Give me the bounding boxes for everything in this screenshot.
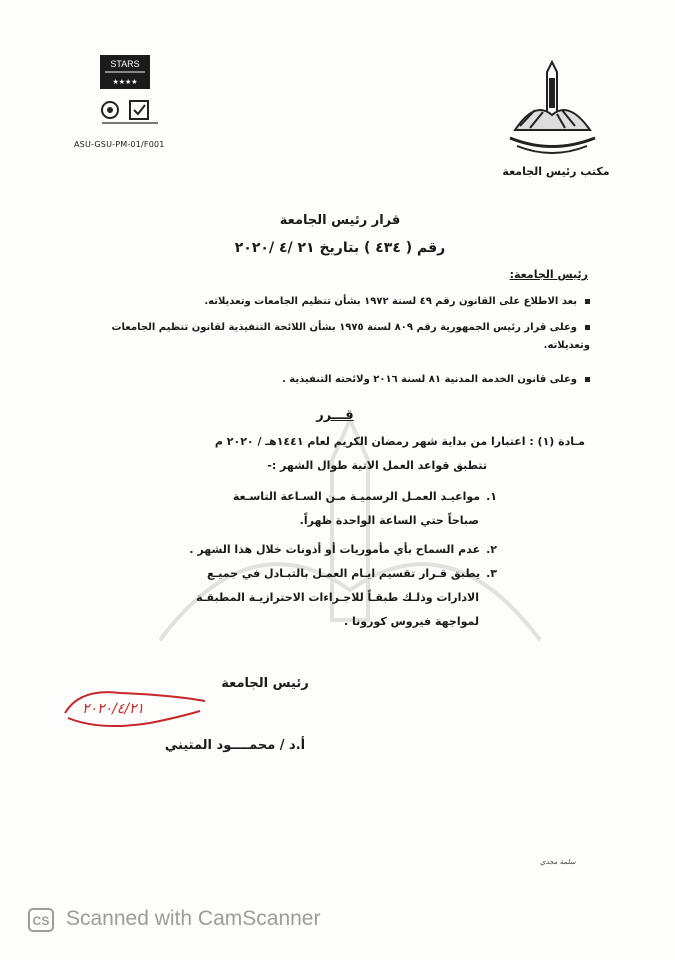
rule-text: لمواجهة فيروس كورونا . xyxy=(344,615,479,628)
signature-title: رئيس الجامعة xyxy=(221,676,309,691)
rule-number: ١. xyxy=(486,490,497,503)
stars-logo xyxy=(100,55,150,89)
signature-date: ٢٠٢٠/٤/٢١ xyxy=(82,701,145,717)
bullet-icon xyxy=(585,325,590,330)
rule-text: صباحاً حتي الساعة الواحدة ظهراً. xyxy=(299,514,479,527)
office-name: مكتب رئيس الجامعة xyxy=(502,165,610,178)
decision-title: قرار رئيس الجامعة xyxy=(279,213,401,228)
decided-heading: قـــرر xyxy=(316,408,354,423)
university-seal-icon xyxy=(505,60,600,160)
rule-item xyxy=(57,485,497,533)
bullet-icon xyxy=(585,377,590,382)
rule-item xyxy=(57,538,497,562)
scanner-watermark: Scanned with CamScanner xyxy=(66,907,321,930)
svg-text:CS: CS xyxy=(32,914,50,928)
rule-text: يطبق قـرار تقسيم ايـام العمـل بالتبـادل في جميـع xyxy=(207,567,481,580)
stars-label: STARS xyxy=(110,59,140,69)
rule-number: ٣. xyxy=(486,567,497,580)
rule-number: ٢. xyxy=(486,543,497,556)
document-code: ASU-GSU-PM-01/F001 xyxy=(74,140,165,149)
certification-logos xyxy=(100,98,160,128)
article-1-line: مـادة (١) : اعتبارا من بداية شهر رمضان الكريم لعام ١٤٤١هـ / ٢٠٢٠ م xyxy=(214,435,585,448)
handwritten-signature xyxy=(60,683,210,733)
article-1-intro: تتطبق قواعد العمل الاتية طوال الشهر :- xyxy=(267,459,487,472)
camscanner-icon xyxy=(28,908,54,932)
rule-item xyxy=(57,562,497,634)
clerk-initials: سلمة مجدي xyxy=(540,858,576,866)
svg-text:★★★★: ★★★★ xyxy=(112,78,138,86)
preamble-item: بعد الاطلاع على القانون رقم ٤٩ لسنة ١٩٧٢ بشأن تنظيم الجامعات وتعديلاته. xyxy=(70,293,590,311)
rule-text: الادارات وذلـك طبقـاً للاجـراءات الاحترازيـة المطبقـة xyxy=(196,591,479,604)
preamble-item: وعلى قانون الخدمة المدنية ٨١ لسنة ٢٠١٦ ولائحته التنفيذية . xyxy=(70,371,590,389)
bullet-icon xyxy=(585,299,590,304)
decision-number: رقم ( ٤٣٤ ) بتاريخ ٢١ /٤ /٢٠٢٠ xyxy=(234,240,446,256)
signatory-name: أ.د / محمــــود المتيني xyxy=(164,738,306,753)
rule-text: عدم السماح بأي مأموريات أو أذونات خلال هذا الشهر . xyxy=(189,543,481,556)
preamble-heading: رئيس الجامعة: xyxy=(509,268,588,281)
rule-text: مواعيـد العمـل الرسميـة مـن السـاعة التاسـعة xyxy=(232,490,481,503)
preamble-item: وعلى قرار رئيس الجمهورية رقم ٨٠٩ لسنة ١٩٧٥ بشأن اللائحة التنفيذية لقانون تنظيم الجامعات وتعديلاته. xyxy=(111,322,590,351)
